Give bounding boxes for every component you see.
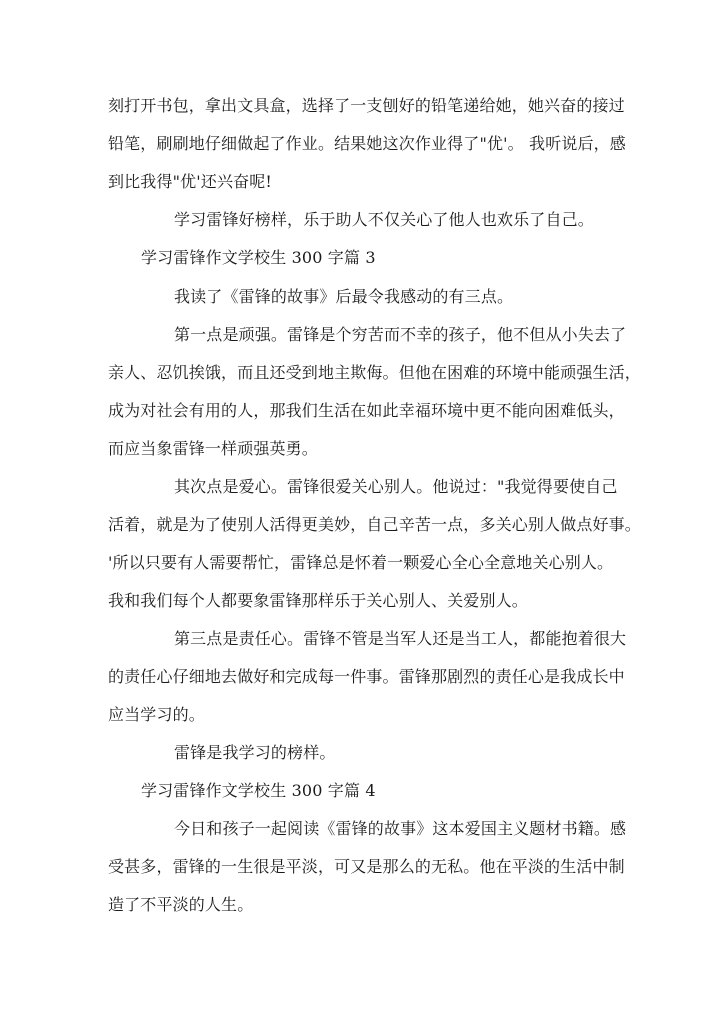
text-line-13: '所以只要有人需要帮忙，雷锋总是怀着一颗爱心全心全意地关心别人。	[108, 553, 614, 572]
text-line-15: 第三点是责任心。雷锋不管是当军人还是当工人，都能抱着很大	[174, 629, 627, 648]
section-heading-4: 学习雷锋作文学校生 300 字篇 4	[141, 781, 376, 800]
text-line-14: 我和我们每个人都要象雷锋那样乐于关心别人、关爱别人。	[108, 591, 528, 610]
text-line-11: 其次点是爱心。雷锋很爱关心别人。他说过："我觉得要使自己	[174, 477, 618, 496]
text-line-3: 到比我得"优'还兴奋呢!	[108, 172, 272, 191]
text-line-12: 活着，就是为了使别人活得更美妙，自己辛苦一点，多关心别人做点好事。	[108, 515, 641, 534]
text-line-18: 雷锋是我学习的榜样。	[174, 743, 336, 762]
text-line-6: 我读了《雷锋的故事》后最令我感动的有三点。	[174, 287, 514, 306]
text-line-9: 成为对社会有用的人，那我们生活在如此幸福环境中更不能向困难低头，	[108, 401, 625, 420]
text-line-16: 的责任心仔细地去做好和完成每一件事。雷锋那剧烈的责任心是我成长中	[108, 667, 625, 686]
text-line-7: 第一点是顽强。雷锋是个穷苦而不幸的孩子，他不但从小失去了	[174, 325, 627, 344]
text-line-10: 而应当象雷锋一样顽强英勇。	[108, 439, 318, 458]
text-line-21: 受甚多，雷锋的一生很是平淡，可又是那么的无私。他在平淡的生活中制	[108, 857, 625, 876]
text-line-2: 铅笔，刷刷地仔细做起了作业。结果她这次作业得了"优'。 我听说后，感	[108, 134, 626, 153]
text-line-20: 今日和孩子一起阅读《雷锋的故事》这本爱国主义题材书籍。感	[174, 819, 627, 838]
text-line-4: 学习雷锋好榜样，乐于助人不仅关心了他人也欢乐了自己。	[174, 210, 594, 229]
text-line-1: 刻打开书包，拿出文具盒，选择了一支刨好的铅笔递给她，她兴奋的接过	[108, 96, 625, 115]
text-line-17: 应当学习的。	[108, 705, 205, 724]
section-heading-3: 学习雷锋作文学校生 300 字篇 3	[141, 248, 376, 267]
text-line-8: 亲人、忍饥挨饿，而且还受到地主欺侮。但他在困难的环境中能顽强生活，	[108, 363, 641, 382]
text-line-22: 造了不平淡的人生。	[108, 895, 254, 914]
